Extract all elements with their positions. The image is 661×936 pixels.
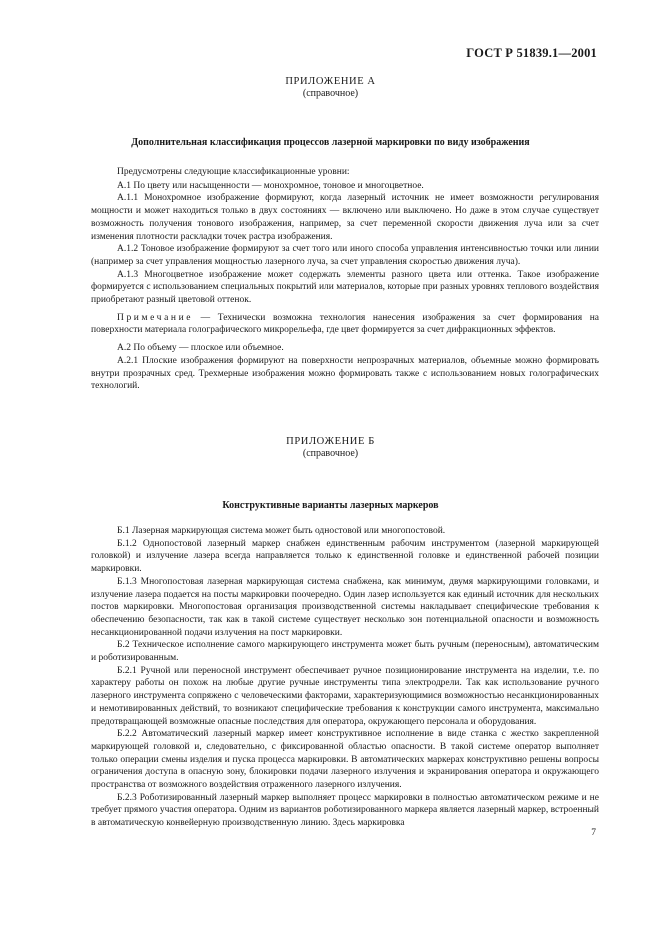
paragraph-a2: А.2 По объему — плоское или объемное. — [117, 343, 284, 354]
appendix-b-title-block — [0, 436, 661, 460]
paragraph-b2-2: Б.2.2 Автоматический лазерный маркер имеет конструктивное исполнение в виде станка с жестко закрепленной маркирующей головкой и, следовательно, с фиксированной областью опасности. В такой системе оператор выполняет только операции смены изделия и пуска процесса маркировки. В автоматических маркерах конструктивно решены вопросы ограничения доступа в опасную зону, блокировки подачи лазерного излучения и экранирования оператора и окружающего пространства от возможного воздействия отраженного лазерного излучения. — [91, 729, 599, 791]
paragraph-a1-1: А.1.1 Монохромное изображение формируют, когда лазерный источник не имеет возможности регулирования мощности и может находиться только в двух состояниях — включено или выключено. Но даже в этом случае существует возможность получения тонового изображения, например, за счет переменной скорости движения луча или за счет изменения плотности раскладки точек растра изображения. — [91, 193, 599, 242]
paragraph-b1: Б.1 Лазерная маркирующая система может быть одностовой или многопостовой. — [117, 526, 446, 536]
appendix-b-title: ПРИЛОЖЕНИЕ Б — [286, 436, 375, 447]
appendix-a-intro: Предусмотрены следующие классификационные уровни: — [117, 167, 350, 177]
note-text: — Технически возможна технология нанесения изображения за счет формирования на поверхности материала голографического микрорельефа, где цвет формируется за счет дифракционных эффектов. — [91, 312, 599, 336]
paragraph-b2-1: Б.2.1 Ручной или переносной инструмент обеспечивает ручное позиционирование инструмента на изделии, т.е. по характеру работы он похож на любые другие ручные инструменты типа электродрели. Так как использование ручного лазерного инструмента сопряжено с человеческими факторами, характеризующимися возможностью несанкционированных и немотивированных действий, то возникают специфические требования к конструкции самого инструмента, максимально предотвращающей возможные опасные последствия для оператора, окружающего персонала и оборудования. — [91, 665, 599, 727]
paragraph-a1-3: А.1.3 Многоцветное изображение может содержать элементы разного цвета или оттенка. Такое изображение формируется с использованием специальных покрытий или материалов, которые при разных уровнях теплового воздействия приобретают разный цветовой оттенок. — [91, 269, 599, 306]
paragraph-b2-3: Б.2.3 Роботизированный лазерный маркер выполняет процесс маркировки в полностью автоматическом режиме и не требует прямого участия оператора. Одним из вариантов роботизированного маркера является лазерный маркер, встроенный в автоматическую конвейерную производственную линию. Здесь маркировка — [91, 792, 599, 829]
note-paragraph — [91, 312, 599, 337]
appendix-a-subtitle: (справочное) — [302, 88, 359, 99]
paragraph-a1-2: А.1.2 Тоновое изображение формируют за счет того или иного способа управления интенсивностью точки или линии (например за счет управления мощностью лазерного луча, за счет управления скоростью движения луча). — [91, 244, 599, 267]
paragraph-b2: Б.2 Техническое исполнение самого маркирующего инструмента может быть ручным (переносным), автоматическим и роботизированным. — [91, 640, 599, 664]
page-number: 7 — [591, 828, 596, 838]
document-code: ГОСТ Р 51839.1—2001 — [466, 46, 597, 60]
appendix-a-title-block — [0, 76, 661, 100]
appendix-b-subtitle: (справочное) — [302, 448, 359, 459]
appendix-b-heading: Конструктивные варианты лазерных маркеров — [222, 500, 439, 511]
paragraph-a1: А.1 По цвету или насыщенности — монохромное, тоновое и многоцветное. — [117, 180, 424, 191]
appendix-a-heading: Дополнительная классификация процессов лазерной маркировки по виду изображения — [131, 137, 530, 148]
appendix-a-title: ПРИЛОЖЕНИЕ А — [285, 76, 376, 87]
paragraph-a2-1: А.2.1 Плоские изображения формируют на поверхности непрозрачных материалов, объемные можно формировать внутри прозрачных сред. Трехмерные изображения можно формировать также с использованием новых голографических технологий. — [91, 355, 599, 392]
appendix-a-body — [91, 166, 599, 393]
paragraph-b1-2: Б.1.2 Однопостовой лазерный маркер снабжен единственным рабочим инструментом (лазерной маркирующей головкой) и излучение лазера всегда направляется только к единственной головке и единственной рабочей позиции маркировки. — [91, 538, 599, 575]
note-lead: Примечание — [117, 312, 194, 323]
paragraph-b1-3: Б.1.3 Многопостовая лазерная маркирующая система снабжена, как минимум, двумя маркирующими головками, и излучение лазера подается на посты маркировки поочередно. Один лазер используется как единый источник для нескольких постов маркировки. Многопостовая организация производственной системы накладывает специфические требования к обеспечению безопасности, так как в такой системе существует несколько зон потенциальной опасности и возможность несанкционированной подачи излучения на пост маркировки. — [91, 576, 599, 638]
appendix-b-body — [91, 525, 599, 830]
